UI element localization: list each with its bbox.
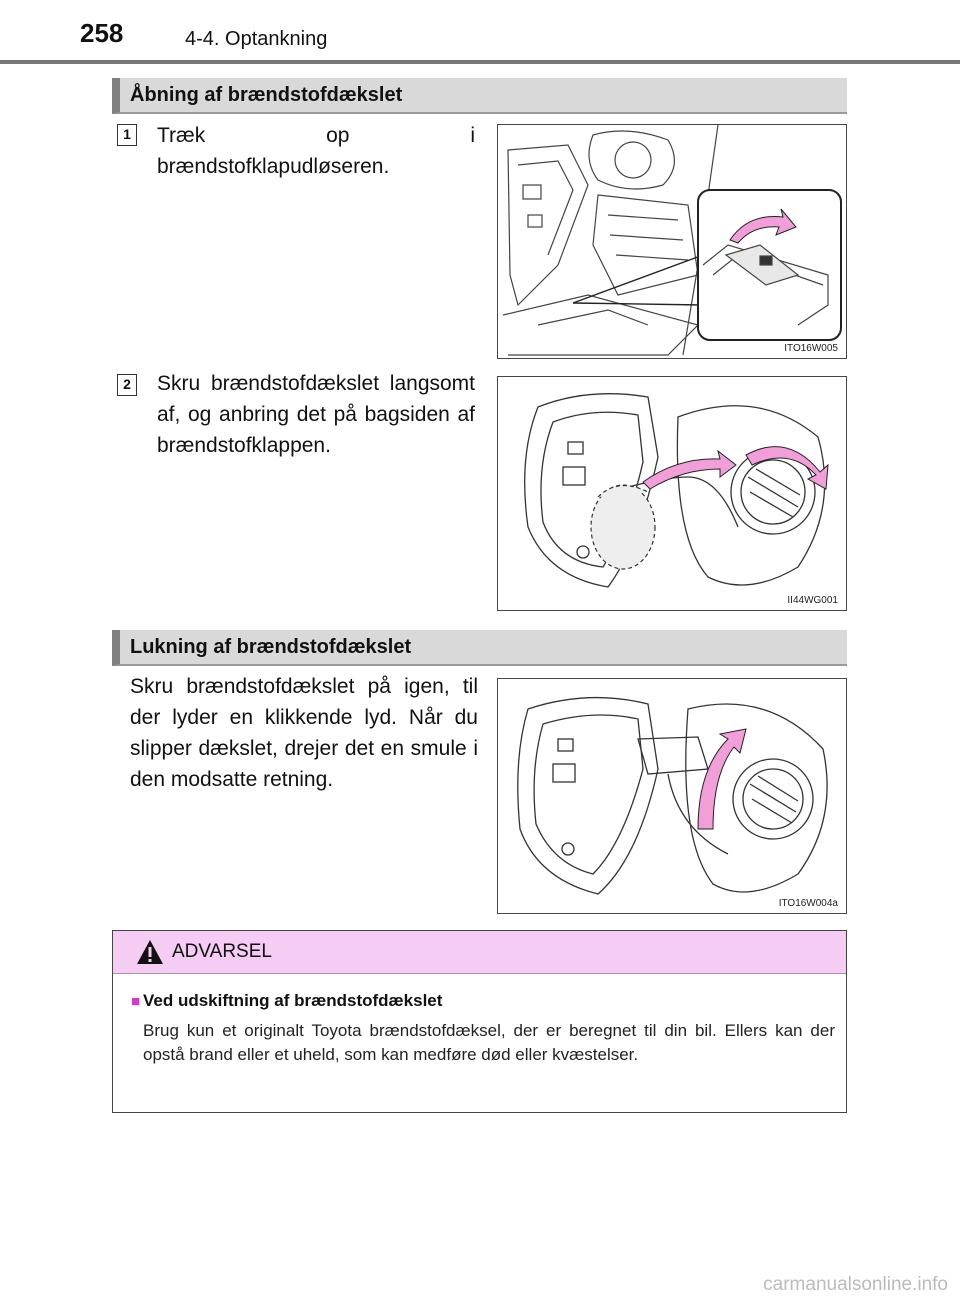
figure-code: ITO16W005 xyxy=(784,343,838,354)
chapter-title: 4-4. Optankning xyxy=(185,28,328,50)
page-number: 258 xyxy=(80,18,124,48)
figure-unscrew-cap xyxy=(497,376,847,611)
bullet-square-icon: ■ xyxy=(131,993,141,1010)
figure-fuel-door-opener xyxy=(497,124,847,359)
step-text-2: Skru brændstofdækslet langsomt af, og anbring det på bagsiden af brændstofklappen. xyxy=(157,372,475,457)
step-number-2: 2 xyxy=(117,374,137,396)
warning-triangle-icon xyxy=(135,938,165,966)
section-title-opening: Åbning af brændstofdækslet xyxy=(112,78,847,114)
warning-heading: Ved udskiftning af brændstofdækslet xyxy=(143,991,443,1010)
warning-body: Brug kun et originalt Toyota brændstofdæksel, der er beregnet til din bil. Ellers kan der opstå brand eller et uheld, som kan medføre død eller kvæstelser. xyxy=(143,1021,835,1064)
illustration-car-interior xyxy=(498,125,847,359)
step-number-1: 1 xyxy=(117,124,137,146)
closing-instruction-text: Skru brændstofdækslet på igen, til der lyder en klikkende lyd. Når du slipper dækslet, drejer det en smule i den modsatte retning. xyxy=(130,675,478,791)
step-text-1: Træk op i brændstofklapudløseren. xyxy=(157,124,475,178)
section-title-closing: Lukning af brændstofdækslet xyxy=(112,630,847,666)
warning-header xyxy=(113,931,846,974)
illustration-tighten-cap xyxy=(498,679,847,914)
figure-code: ITO16W004a xyxy=(778,898,838,909)
illustration-remove-cap xyxy=(498,377,847,611)
footer-watermark-url: carmanualsonline.info xyxy=(763,1274,948,1295)
figure-close-cap xyxy=(497,678,847,914)
warning-label: ADVARSEL xyxy=(172,941,272,962)
warning-box xyxy=(112,930,847,1113)
header-rule xyxy=(0,60,960,64)
figure-code: II44WG001 xyxy=(787,595,838,606)
